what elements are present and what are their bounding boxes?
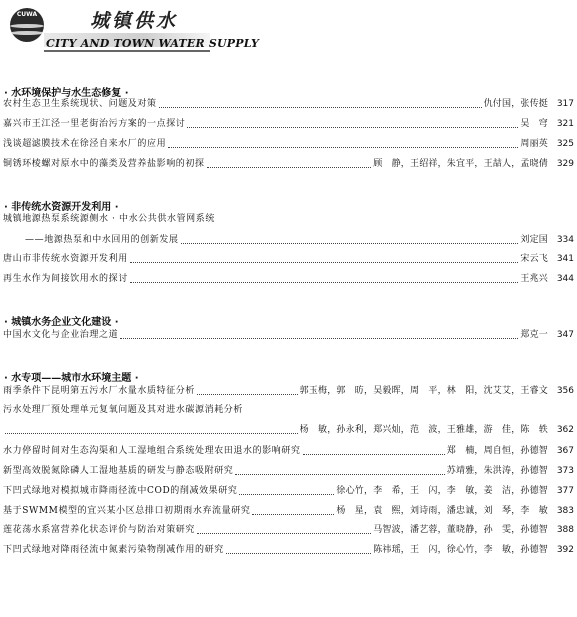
leader-spacer <box>217 222 572 223</box>
entry-title: 下凹式绿地对模拟城市降雨径流中COD的削减效果研究 <box>3 486 238 496</box>
leader-spacer <box>245 413 572 414</box>
entry-authors: 顾 静，王绍祥，朱宜平，王喆人，孟晓倩 <box>373 159 548 169</box>
toc-entry[interactable] <box>3 445 574 458</box>
entry-title: 基于SWMM模型的宜兴某小区总排口初期雨水弃流量研究 <box>3 506 251 516</box>
entry-page: 392 <box>556 545 574 555</box>
toc-entry[interactable] <box>3 273 574 286</box>
logo-wave <box>10 24 44 28</box>
entry-title: 浅谈超滤膜技术在徐泾自来水厂的应用 <box>3 139 167 149</box>
toc-entry-continued[interactable] <box>3 424 574 437</box>
toc-entry[interactable] <box>3 98 574 111</box>
leader-dots <box>130 281 519 283</box>
entry-page: 356 <box>556 386 574 396</box>
logo-text: CUWA <box>16 11 38 18</box>
toc-entry[interactable] <box>3 138 574 151</box>
entry-page: 325 <box>556 139 574 149</box>
entry-title: 新型高效脱氮除磷人工湿地基质的研发与静态吸附研究 <box>3 466 234 476</box>
entry-page: 388 <box>556 525 574 535</box>
leader-dots <box>168 146 518 148</box>
entry-title: 莲花荡水系富营养化状态评价与防治对策研究 <box>3 525 196 535</box>
entry-authors: 徐心竹，李 希，王 闪，李 敏，姜 洁，孙德智 <box>336 486 548 496</box>
toc-entry[interactable] <box>3 404 574 417</box>
leader-dots <box>235 473 444 475</box>
entry-authors: 杨 敏，孙永利，郑兴灿，范 波，王雅雄，游 佳，陈 轶 <box>299 425 548 435</box>
entry-title: 再生水作为间接饮用水的探讨 <box>3 274 128 284</box>
entry-authors: 刘定国 <box>520 235 548 245</box>
leader-dots <box>197 393 298 395</box>
cuwa-logo <box>10 8 44 42</box>
toc-entry[interactable] <box>3 544 574 557</box>
entry-page: 334 <box>556 235 574 245</box>
section-title: · 水环境保护与水生态修复 · <box>4 88 129 99</box>
toc-entry[interactable] <box>3 465 574 478</box>
entry-title: 污水处理厂预处理单元复氧问题及其对进水碳源消耗分析 <box>3 405 244 415</box>
entry-authors: 宋云飞 <box>520 254 548 264</box>
leader-dots <box>207 166 372 168</box>
leader-dots <box>187 126 518 128</box>
toc-entry[interactable] <box>3 485 574 498</box>
entry-title: 雨季条件下昆明第五污水厂水量水质特征分析 <box>3 386 196 396</box>
entry-authors: 周丽英 <box>520 139 548 149</box>
entry-page: 367 <box>556 446 574 456</box>
journal-title-cn: 城镇供水 <box>90 10 179 32</box>
entry-page: 383 <box>556 506 574 516</box>
entry-authors: 吴 穹 <box>520 119 548 129</box>
leader-dots <box>130 261 519 263</box>
entry-title: 城镇地源热泵系统源侧水 · 中水公共供水管网系统 <box>3 214 215 224</box>
logo-wave <box>10 31 44 35</box>
entry-authors: 陈祎瑶，王 闪，徐心竹，李 敏，孙德智 <box>373 545 548 555</box>
section-title: · 水专项——城市水环境主题 · <box>4 373 139 384</box>
entry-authors: 仇付国，张传挺 <box>483 99 548 109</box>
entry-title: 嘉兴市王江泾一里老街治污方案的一点探讨 <box>3 119 186 129</box>
section-title: · 非传统水资源开发利用 · <box>4 202 119 213</box>
toc-entry[interactable] <box>3 158 574 171</box>
leader-dots <box>252 513 334 515</box>
entry-title: 唐山市非传统水资源开发利用 <box>3 254 128 264</box>
entry-title: 下凹式绿地对降雨径流中氮素污染物削减作用的研究 <box>3 545 224 555</box>
toc-entry[interactable] <box>3 385 574 398</box>
entry-page: 317 <box>556 99 574 109</box>
toc-entry[interactable] <box>3 234 574 247</box>
toc-entry[interactable] <box>3 329 574 342</box>
section-title: · 城镇水务企业文化建设 · <box>4 317 119 328</box>
leader-dots <box>226 552 371 554</box>
entry-page: 377 <box>556 486 574 496</box>
entry-authors: 杨 星，袁 熙，刘诗雨，潘忠诚，刘 琴，李 敏 <box>336 506 548 516</box>
entry-subtitle: ——地源热泵和中水回用的创新发展 <box>25 235 179 245</box>
leader-dots <box>159 106 482 108</box>
entry-page: 347 <box>556 330 574 340</box>
entry-page: 341 <box>556 254 574 264</box>
leader-dots <box>120 337 518 339</box>
entry-title: 中国水文化与企业治理之道 <box>3 330 119 340</box>
toc-entry[interactable] <box>3 213 574 226</box>
entry-title: 农村生态卫生系统现状、问题及对策 <box>3 99 157 109</box>
toc-entry[interactable] <box>3 524 574 537</box>
leader-dots <box>239 493 334 495</box>
entry-authors: 郑克一 <box>520 330 548 340</box>
leader-dots <box>303 453 445 455</box>
journal-title-en: CITY AND TOWN WATER SUPPLY <box>46 37 260 50</box>
entry-page: 321 <box>556 119 574 129</box>
toc-entry[interactable] <box>3 253 574 266</box>
entry-title: 水力停留时间对生态沟渠和人工湿地组合系统处理农田退水的影响研究 <box>3 446 301 456</box>
leader-dots <box>5 432 298 434</box>
journal-header <box>0 0 577 62</box>
entry-page: 362 <box>556 425 574 435</box>
entry-authors: 郑 楠，周自恒，孙德智 <box>446 446 548 456</box>
toc-entry[interactable] <box>3 118 574 131</box>
entry-title: 铜锈环棱螺对原水中的藻类及营养盐影响的初探 <box>3 159 205 169</box>
entry-page: 344 <box>556 274 574 284</box>
toc-entry[interactable] <box>3 505 574 518</box>
leader-dots <box>181 242 519 244</box>
entry-authors: 马智波，潘艺蓉，董晓静，孙 雯，孙德智 <box>373 525 548 535</box>
entry-authors: 郭玉梅，郭 昉，吴毅晖，周 平，林 阳，沈艾艾，王睿文 <box>299 386 548 396</box>
entry-page: 373 <box>556 466 574 476</box>
leader-dots <box>197 532 371 534</box>
entry-authors: 苏靖雅，朱洪涛，孙德智 <box>446 466 548 476</box>
entry-page: 329 <box>556 159 574 169</box>
title-underline <box>44 50 210 52</box>
entry-authors: 王兆兴 <box>520 274 548 284</box>
